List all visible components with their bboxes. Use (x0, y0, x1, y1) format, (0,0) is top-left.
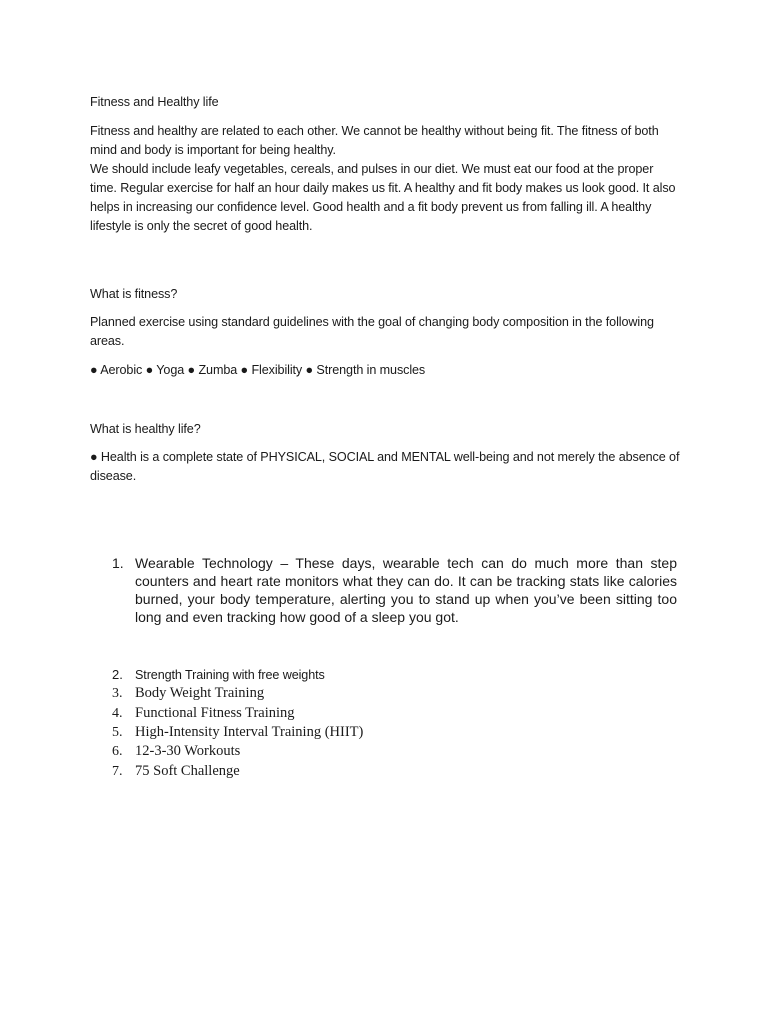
list-item-text: 12-3-30 Workouts (135, 743, 241, 759)
list-item-number: 6. (112, 744, 123, 759)
fitness-areas-list: ● Aerobic ● Yoga ● Zumba ● Flexibility ● Strength in muscles (90, 363, 426, 377)
fitness-definition: Planned exercise using standard guidelines with the goal of changing body composition in the following areas. (90, 315, 654, 348)
list-item-number: 2. (112, 667, 123, 682)
list-item-number: 5. (112, 725, 123, 740)
diet-paragraph: We should include leafy vegetables, cereals, and pulses in our diet. We must eat our food at the proper time. Regular exercise for half an hour daily makes us fit. A healthy and fit body makes us look good. It also helps in increasing our confidence level. Good health and a fit body prevent us from falling ill. A healthy lifestyle is only the secret of good health. (90, 162, 676, 233)
health-definition: ● Health is a complete state of PHYSICAL, SOCIAL and MENTAL well-being and not merely the absence of disease. (90, 450, 680, 483)
document-title: Fitness and Healthy life (90, 95, 219, 109)
list-item-text: Body Weight Training (135, 685, 265, 701)
list-item-number: 1. (112, 555, 124, 571)
list-item-number: 7. (112, 763, 123, 779)
intro-paragraph: Fitness and healthy are related to each other. We cannot be healthy without being fit. The fitness of both mind and body is important for being healthy. (90, 124, 659, 157)
list-item-text: Wearable Technology – These days, wearable tech can do much more than step counters and heart rate monitors what they can do. It can be tracking stats like calories burned, your body temperature, alerting you to stand up when you’ve been sitting too long and even tracking how good of a sleep you got. (135, 555, 677, 625)
list-item-text: 75 Soft Challenge (135, 762, 240, 779)
fitness-heading: What is fitness? (90, 287, 178, 301)
list-item-number: 4. (112, 705, 123, 721)
list-item-text: High-Intensity Interval Training (HIIT) (135, 724, 364, 740)
list-item-text: Functional Fitness Training (135, 704, 295, 721)
list-item-text: Strength Training with free weights (135, 668, 325, 682)
list-item-number: 3. (112, 686, 123, 701)
healthy-heading: What is healthy life? (90, 422, 201, 436)
